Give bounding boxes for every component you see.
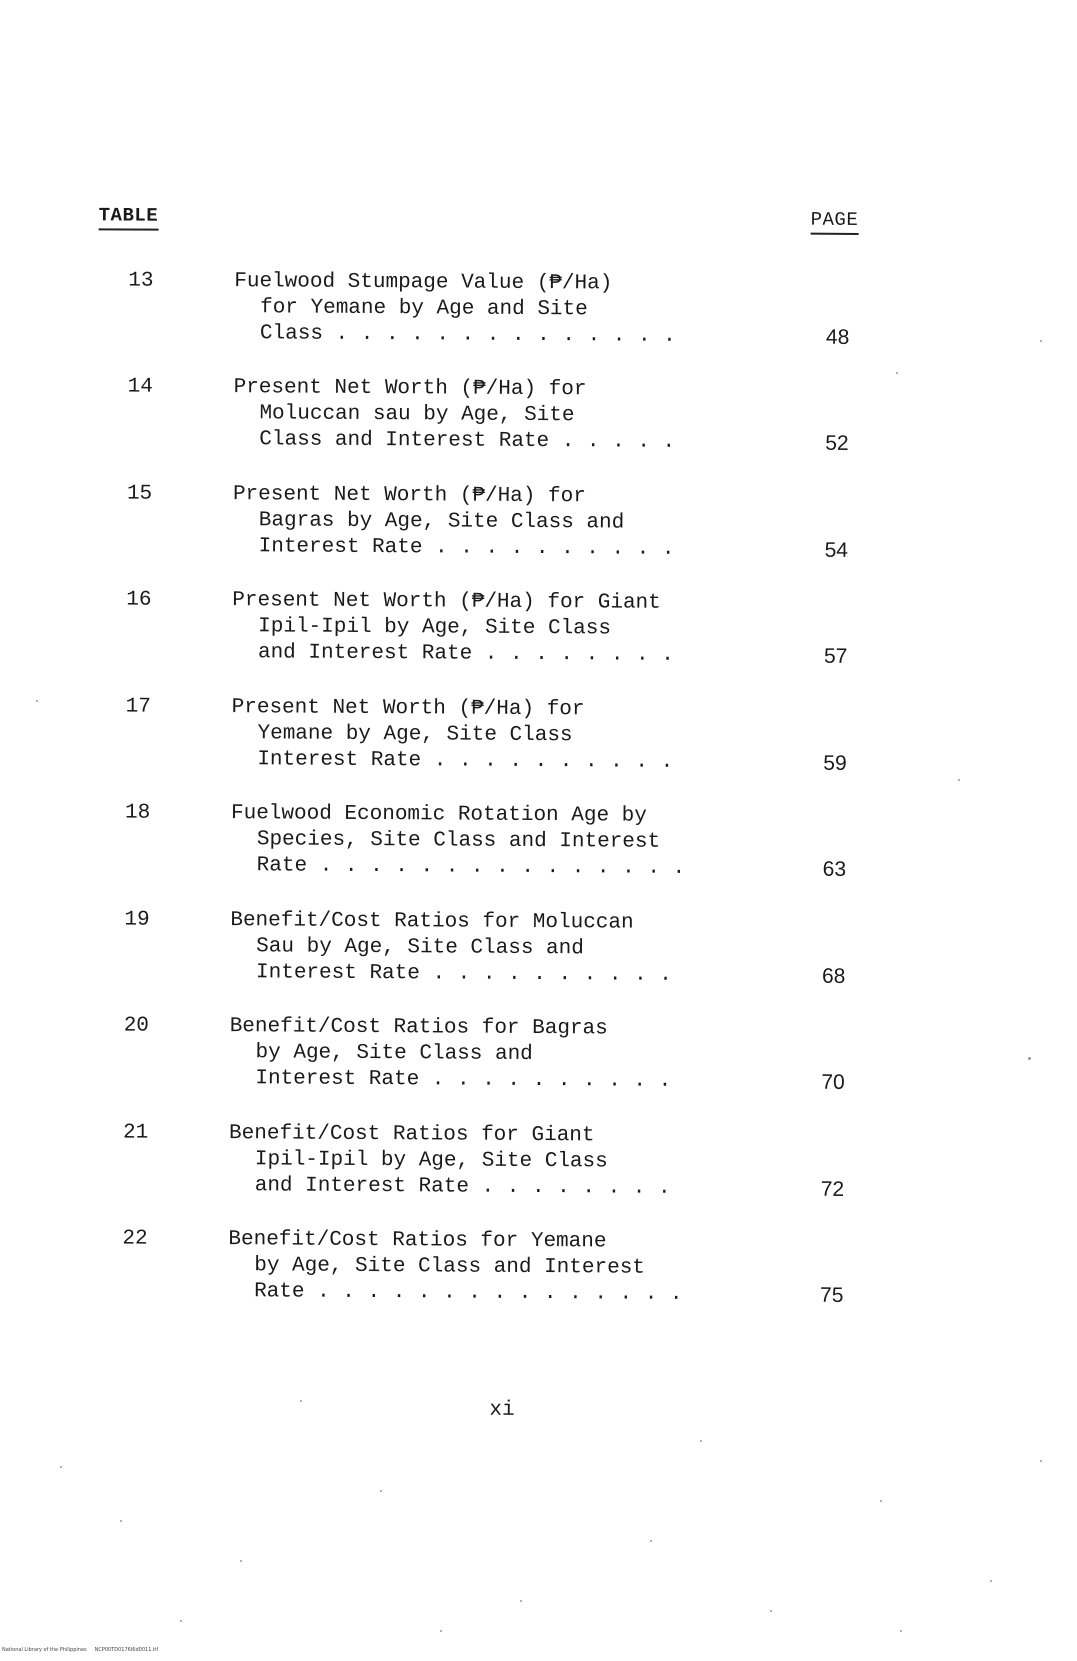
entry-title-line: Fuelwood Stumpage Value (₱/Ha) <box>234 270 613 296</box>
entry-title-line: Yemane by Age, Site Class <box>257 722 573 748</box>
toc-entry <box>0 268 1075 375</box>
entry-title-line: Class and Interest Rate . . . . . <box>259 428 676 454</box>
entry-title-line: Interest Rate . . . . . . . . . . <box>257 748 674 774</box>
entry-title-line: Sau by Age, Site Class and <box>256 935 584 961</box>
page-number: 59 <box>823 751 847 775</box>
scan-credit: National Library of the Philippines NCP00TD0176I6d0011.tif <box>2 1647 159 1653</box>
page-number: 75 <box>820 1283 844 1307</box>
entry-title-line: Bagras by Age, Site Class and <box>258 509 625 535</box>
toc-entry <box>0 1120 1070 1227</box>
entry-title-line: Interest Rate . . . . . . . . . . <box>258 535 675 561</box>
table-number: 15 <box>126 482 153 506</box>
entry-title-line: Species, Site Class and Interest <box>256 828 661 854</box>
table-number: 19 <box>124 908 150 932</box>
entry-title-line: Ipil-Ipil by Age, Site Class <box>254 1148 608 1174</box>
entry-title-line: Benefit/Cost Ratios for Giant <box>228 1122 595 1148</box>
page-number: 57 <box>823 644 848 668</box>
page-column-header: PAGE <box>811 209 859 235</box>
table-number: 22 <box>122 1227 148 1251</box>
toc-entry <box>0 1226 1069 1333</box>
table-number: 14 <box>127 375 153 399</box>
table-number: 17 <box>125 695 151 719</box>
table-number: 18 <box>124 801 151 825</box>
entry-title-line: Present Net Worth (₱/Ha) for <box>232 483 586 509</box>
toc-entry <box>0 481 1074 588</box>
entry-title-line: Interest Rate . . . . . . . . . . <box>255 961 672 987</box>
toc-entry <box>0 1013 1071 1120</box>
table-number: 13 <box>128 269 154 293</box>
page-number: 63 <box>822 857 847 881</box>
entry-title-line: by Age, Site Class and Interest <box>254 1254 645 1280</box>
toc-entry <box>0 374 1075 481</box>
toc-entry <box>0 694 1073 801</box>
entry-title-line: Rate . . . . . . . . . . . . . . . <box>256 854 686 880</box>
entry-title-line: for Yemane by Age and Site <box>260 296 588 322</box>
table-column-header: TABLE <box>99 204 159 230</box>
entry-title-line: Rate . . . . . . . . . . . . . . . <box>254 1280 683 1306</box>
entry-title-line: Benefit/Cost Ratios for Yemane <box>228 1228 607 1254</box>
page-footer-number: xi <box>489 1398 515 1422</box>
page-number: 68 <box>821 964 846 988</box>
entry-title-line: Benefit/Cost Ratios for Bagras <box>229 1015 608 1041</box>
table-number: 21 <box>123 1121 149 1145</box>
page-number: 52 <box>825 431 849 455</box>
entry-title-line: Ipil-Ipil by Age, Site Class <box>258 615 612 641</box>
page-number: 54 <box>824 538 849 562</box>
entry-title-line: Class . . . . . . . . . . . . . . <box>259 322 676 348</box>
entry-title-line: Present Net Worth (₱/Ha) for <box>231 696 585 722</box>
toc-entry <box>0 907 1071 1014</box>
page-number: 48 <box>825 325 850 349</box>
entry-title-line: Fuelwood Economic Rotation Age by <box>230 802 647 828</box>
table-number: 16 <box>126 588 152 612</box>
entry-title-line: Moluccan sau by Age, Site <box>259 402 575 428</box>
entry-title-line: Present Net Worth (₱/Ha) for Giant <box>232 589 661 615</box>
entry-title-line: Interest Rate . . . . . . . . . . <box>255 1067 672 1093</box>
table-number: 20 <box>123 1014 150 1038</box>
entry-title-line: by Age, Site Class and <box>255 1041 533 1066</box>
entry-title-line: Present Net Worth (₱/Ha) for <box>233 376 587 402</box>
page-number: 70 <box>821 1070 845 1094</box>
toc-entry <box>0 800 1072 907</box>
page-number: 72 <box>820 1177 845 1201</box>
entry-title-line: and Interest Rate . . . . . . . . <box>254 1174 671 1200</box>
entry-title-line: and Interest Rate . . . . . . . . <box>257 641 674 667</box>
toc-entry <box>0 587 1073 694</box>
entry-title-line: Benefit/Cost Ratios for Moluccan <box>230 909 634 935</box>
